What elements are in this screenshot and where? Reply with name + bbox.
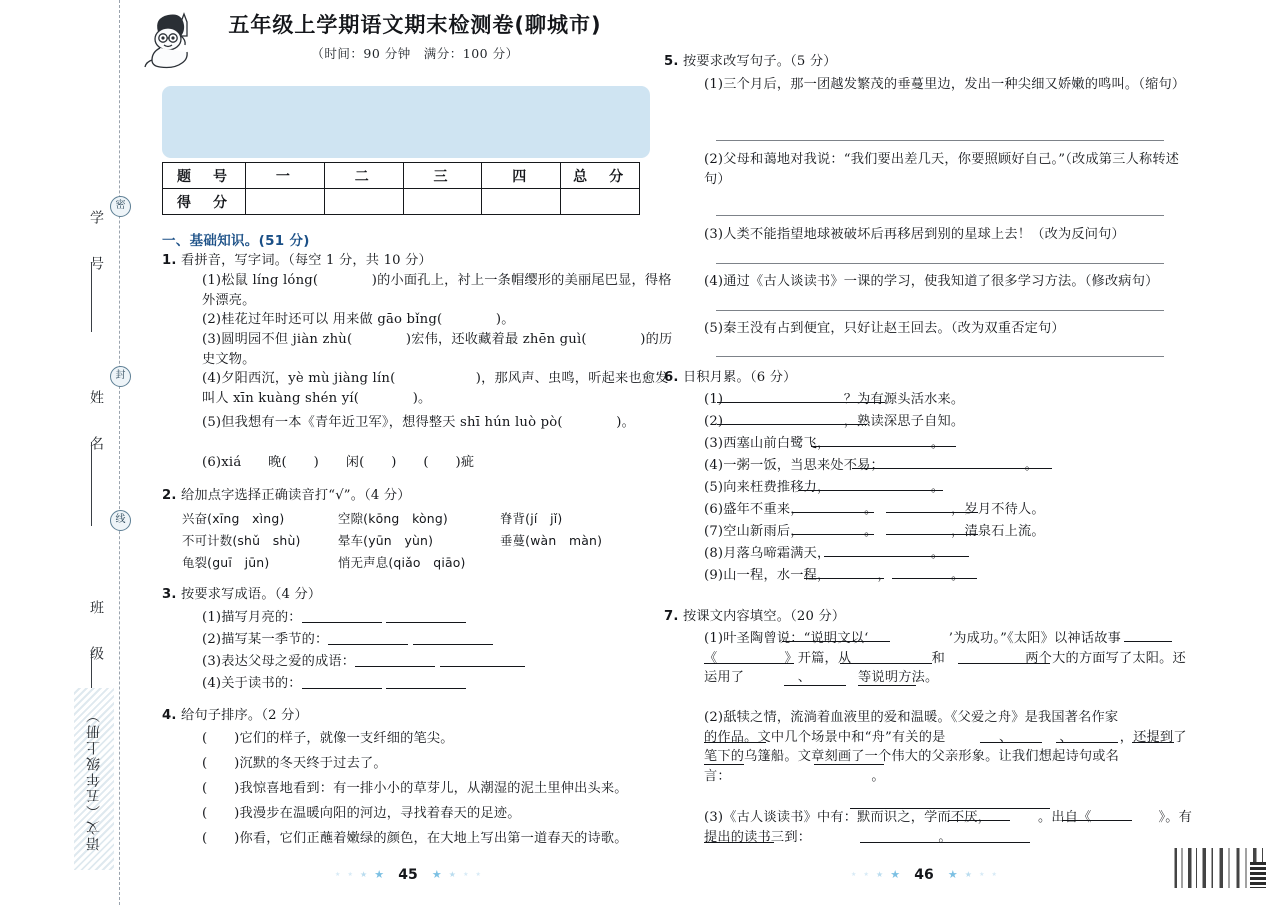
table-row-headers — [163, 163, 640, 189]
answer-rule-7-1d[interactable] — [840, 663, 932, 664]
question-3-number: 3. — [162, 587, 177, 602]
question-7-title: 按课文内容填空。（20 分） — [683, 609, 846, 624]
answer-rule-5-3[interactable] — [716, 263, 1164, 264]
answer-blank[interactable] — [328, 631, 408, 645]
question-4-item-2[interactable]: ( )沉默的冬天终于过去了。 — [202, 756, 387, 771]
answer-rule-5-5[interactable] — [716, 356, 1164, 357]
answer-rule-7-2g[interactable] — [850, 808, 1050, 809]
question-3-item-3 — [182, 652, 525, 672]
question-2-cell-r3c1[interactable]: 龟裂(guī jūn) — [182, 555, 270, 570]
answer-blank[interactable] — [386, 675, 466, 689]
score-cell-3[interactable] — [403, 189, 482, 215]
question-1-number: 1. — [162, 253, 177, 268]
question-6-title: 日积月累。（6 分） — [683, 370, 797, 385]
star-icon: ★ — [863, 871, 869, 878]
seal-char-2: 封 — [110, 366, 131, 387]
score-table — [162, 162, 640, 215]
star-icon: ★ — [890, 868, 901, 881]
answer-rule-7-1g[interactable] — [858, 685, 916, 686]
question-4-item-4[interactable]: ( )我漫步在温暖向阳的河边，寻找着春天的足迹。 — [202, 806, 521, 821]
star-icon: ★ — [463, 871, 469, 878]
score-cell-2[interactable] — [324, 189, 403, 215]
question-6-number: 6. — [664, 370, 679, 385]
question-6-item-9: (9)山一程，水一程， ， 。 — [704, 568, 965, 583]
question-1-item-3: (3)圆明园不但 jiàn zhù( )宏伟，还收藏着最 zhēn guì( )的历史文物。 — [202, 332, 673, 367]
score-cell-1[interactable] — [246, 189, 325, 215]
question-4-item-3[interactable]: ( )我惊喜地看到：有一排小小的草芽儿，从潮湿的泥土里伸出头来。 — [202, 781, 628, 796]
question-6-item-5: (5)向来枉费推移力， 。 — [704, 480, 945, 495]
question-5-title: 按要求改写句子。（5 分） — [683, 54, 837, 69]
question-2-cell-r2c3[interactable]: 垂蔓(wàn màn) — [500, 533, 603, 548]
question-1-title: 看拼音，写字词。（每空 1 分，共 10 分） — [181, 253, 432, 268]
field-label-student-id: 学 号 — [88, 210, 104, 279]
score-table-col-1: 一 — [246, 163, 325, 189]
answer-rule-5-4[interactable] — [716, 310, 1164, 311]
question-3-item-1-label: (1)描写月亮的： — [202, 610, 302, 625]
title-banner — [162, 86, 650, 158]
answer-rule-7-3b[interactable] — [1062, 820, 1132, 821]
question-5-item-5: (5)秦王没有占到便宜，只好让赵王回去。（改为双重否定句） — [704, 321, 1065, 336]
question-1-item-2: (2)桂花过年时还可以 用来做 gāo bǐng( )。 — [202, 312, 515, 327]
answer-rule-7-2c[interactable] — [1056, 742, 1118, 743]
barcode-block — [1250, 862, 1266, 888]
star-icon: ★ — [475, 871, 481, 878]
question-5-number: 5. — [664, 54, 679, 69]
spine-label — [74, 688, 114, 870]
footer-left — [148, 864, 668, 883]
question-3-item-4-label: (4)关于读书的： — [202, 676, 302, 691]
answer-rule-7-3d[interactable] — [860, 842, 1030, 843]
answer-rule-6-5[interactable] — [798, 490, 943, 491]
table-row-scores — [163, 189, 640, 215]
question-5-item-4: (4)通过《古人谈读书》一课的学习，使我知道了很多学习方法。（修改病句） — [704, 274, 1159, 289]
answer-rule-7-2d[interactable] — [1132, 742, 1174, 743]
question-5-item-3: (3)人类不能指望地球被破坏后再移居到别的星球上去！（改为反问句） — [704, 227, 1125, 242]
field-label-class: 班 级 — [88, 600, 104, 669]
score-table-label-score: 得 分 — [163, 189, 246, 215]
page-number-left: 45 — [398, 866, 418, 883]
question-3-item-2 — [182, 630, 493, 650]
question-3-item-1 — [182, 608, 466, 628]
question-1 — [162, 251, 658, 271]
answer-rule-6-9a[interactable] — [804, 578, 884, 579]
answer-rule-6-4[interactable] — [852, 468, 1052, 469]
spine-label-text: 语文（五年级上册） — [86, 707, 102, 851]
question-4-item-1[interactable]: ( )它们的样子，就像一支纤细的笔尖。 — [202, 731, 454, 746]
question-1-item-6: (6)xiá 晚( ) 闲( ) ( )疵 — [202, 455, 475, 470]
question-3-item-2-label: (2)描写某一季节的： — [202, 632, 329, 647]
score-table-col-4: 四 — [482, 163, 561, 189]
question-2-cell-r3c2[interactable]: 悄无声息(qiǎo qiāo) — [338, 555, 466, 570]
answer-rule-6-1[interactable] — [717, 402, 885, 403]
answer-rule-7-1f[interactable] — [784, 685, 846, 686]
answer-rule-7-1a[interactable] — [782, 641, 890, 642]
question-4-number: 4. — [162, 708, 177, 723]
star-icon: ★ — [851, 871, 857, 878]
answer-rule-6-3[interactable] — [811, 446, 956, 447]
footer-right — [664, 864, 1184, 883]
section-title-part-one: 一、基础知识。(51 分) — [162, 233, 310, 249]
answer-rule-6-6b[interactable] — [886, 512, 978, 513]
answer-rule-5-2[interactable] — [716, 215, 1164, 216]
question-5 — [664, 52, 1174, 72]
answer-blank[interactable] — [440, 653, 525, 667]
answer-rule-7-1e[interactable] — [958, 663, 1050, 664]
question-2-cell-r1c1[interactable]: 兴奋(xīng xìng) — [182, 511, 285, 526]
question-5-item-2: (2)父母和蔼地对我说：“我们要出差几天，你要照顾好自己。”（改成第三人称转述句） — [704, 152, 1180, 187]
answer-blank[interactable] — [302, 609, 382, 623]
seal-char-1: 密 — [110, 196, 131, 217]
score-table-col-2: 二 — [324, 163, 403, 189]
seal-char-3: 线 — [110, 510, 131, 531]
star-icon: ★ — [876, 870, 884, 879]
question-7-item-3: (3)《古人谈读书》中有：默而识之，学而不厌， 。出自《 》。有 提出的读书三到： 。 — [704, 810, 1259, 845]
question-7-item-2: (2)舐犊之情，流淌着血液里的爱和温暖。《父爱之舟》是我国著名作家 的作品。文中几个场景中和“舟”有关的是 、 、 ，还提到了 笔下的乌篷船。文章刻画了一个伟大的父亲形象。让我们想起诗句或名言： 。 — [704, 710, 1254, 784]
question-2-number: 2. — [162, 488, 177, 503]
answer-rule-7-2b[interactable] — [980, 742, 1042, 743]
question-1-item-5: (5)但我想有一本《青年近卫军》，想得整天 shī hún luò pò( )。 — [202, 415, 636, 430]
question-3 — [162, 585, 658, 605]
question-6-item-6: (6)盛年不重来， 。 ，岁月不待人。 — [704, 502, 1045, 517]
answer-rule-7-3a[interactable] — [948, 820, 1010, 821]
star-icon: ★ — [431, 868, 442, 881]
question-7-item-1: (1)叶圣陶曾说：“说明文以‘ ’为成功。”《太阳》以神话故事《 》开篇，从 和 两个大的方面写了太阳。还运用了 、 等说明方法。 — [704, 631, 1186, 685]
question-5-item-1: (1)三个月后，那一团越发繁茂的垂蔓里边，发出一种尖细又娇嫩的鸣叫。（缩句） — [704, 77, 1186, 92]
question-6-item-3: (3)西塞山前白鹭飞， 。 — [704, 436, 945, 451]
question-1-item-1: (1)松鼠 líng lóng( )的小面孔上，衬上一条帽缨形的美丽尾巴显，得格外漂亮。 — [202, 273, 672, 308]
question-6-item-4: (4)一粥一饭，当思来处不易； 。 — [704, 458, 1038, 473]
score-cell-total[interactable] — [561, 189, 640, 215]
question-2-cell-r1c2[interactable]: 空隙(kōng kòng) — [338, 511, 448, 526]
question-6-item-8: (8)月落乌啼霜满天， 。 — [704, 546, 945, 561]
question-6-item-2: (2) ，熟读深思子自知。 — [704, 414, 965, 429]
answer-rule-6-7a[interactable] — [792, 534, 874, 535]
question-4-title: 给句子排序。（2 分） — [181, 708, 308, 723]
question-1-item-4: (4)夕阳西沉，yè mù jiàng lín( )，那风声、虫鸣，听起来也愈发叫人 xīn kuàng shén yí( )。 — [202, 371, 669, 406]
question-6 — [664, 368, 1174, 388]
star-icon: ★ — [991, 871, 997, 878]
answer-rule-6-7b[interactable] — [886, 534, 978, 535]
cartoon-boy-pointing-icon — [140, 6, 208, 70]
answer-rule-6-6a[interactable] — [792, 512, 874, 513]
answer-blank[interactable] — [386, 609, 466, 623]
question-2-cell-r2c1[interactable]: 不可计数(shǔ shù) — [182, 533, 301, 548]
answer-rule-6-8[interactable] — [824, 556, 969, 557]
question-6-item-1-text: (1) ？为有源头活水来。 — [704, 392, 965, 407]
question-3-item-4 — [182, 674, 466, 694]
star-icon: ★ — [374, 868, 385, 881]
column-right — [664, 0, 1259, 905]
question-2-cell-r2c2[interactable]: 晕车(yūn yùn) — [338, 533, 434, 548]
answer-rule-6-9b[interactable] — [892, 578, 977, 579]
question-2-title: 给加点字选择正确读音打“√”。（4 分） — [181, 488, 411, 503]
star-icon: ★ — [979, 871, 985, 878]
question-6-item-7: (7)空山新雨后， 。 ，清泉石上流。 — [704, 524, 1045, 539]
answer-blank[interactable] — [413, 631, 493, 645]
question-7 — [664, 607, 1174, 627]
question-7-number: 7. — [664, 609, 679, 624]
page-subtitle: （时间：90 分钟 满分：100 分） — [311, 46, 519, 61]
answer-rule-7-2a[interactable] — [704, 742, 766, 743]
field-rule-student-id — [91, 262, 92, 332]
field-rule-name — [91, 442, 92, 526]
question-4 — [162, 706, 658, 726]
seal-dashed-line — [119, 0, 120, 905]
answer-rule-7-3c[interactable] — [704, 842, 774, 843]
score-table-label-question: 题 号 — [163, 163, 246, 189]
question-2-cell-r1c3[interactable]: 脊背(jí jǐ) — [500, 511, 563, 526]
question-6-item-1 — [684, 390, 1196, 410]
star-icon: ★ — [347, 871, 353, 878]
star-icon: ★ — [964, 870, 972, 879]
answer-blank[interactable] — [302, 675, 382, 689]
answer-rule-7-2f[interactable] — [814, 764, 884, 765]
answer-rule-6-2[interactable] — [717, 424, 867, 425]
page-number-right: 46 — [914, 866, 934, 883]
answer-rule-7-2e[interactable] — [704, 764, 744, 765]
answer-rule-5-1[interactable] — [716, 140, 1164, 141]
column-left — [148, 0, 673, 905]
question-3-title: 按要求写成语。（4 分） — [181, 587, 322, 602]
page-title: 五年级上学期语文期末检测卷(聊城市) — [228, 13, 602, 37]
score-table-col-3: 三 — [403, 163, 482, 189]
score-cell-4[interactable] — [482, 189, 561, 215]
star-icon: ★ — [360, 870, 368, 879]
question-3-item-3-label: (3)表达父母之爱的成语： — [202, 654, 356, 669]
question-4-item-5[interactable]: ( )你看，它们正蘸着嫩绿的颜色，在大地上写出第一道春天的诗歌。 — [202, 831, 628, 846]
star-icon: ★ — [448, 870, 456, 879]
star-icon: ★ — [335, 871, 341, 878]
answer-rule-7-1c[interactable] — [704, 663, 794, 664]
score-table-col-total: 总 分 — [561, 163, 640, 189]
question-2 — [162, 486, 658, 506]
star-icon: ★ — [947, 868, 958, 881]
field-label-name: 姓 名 — [88, 390, 104, 459]
answer-blank[interactable] — [355, 653, 435, 667]
answer-rule-7-1b[interactable] — [1124, 641, 1172, 642]
